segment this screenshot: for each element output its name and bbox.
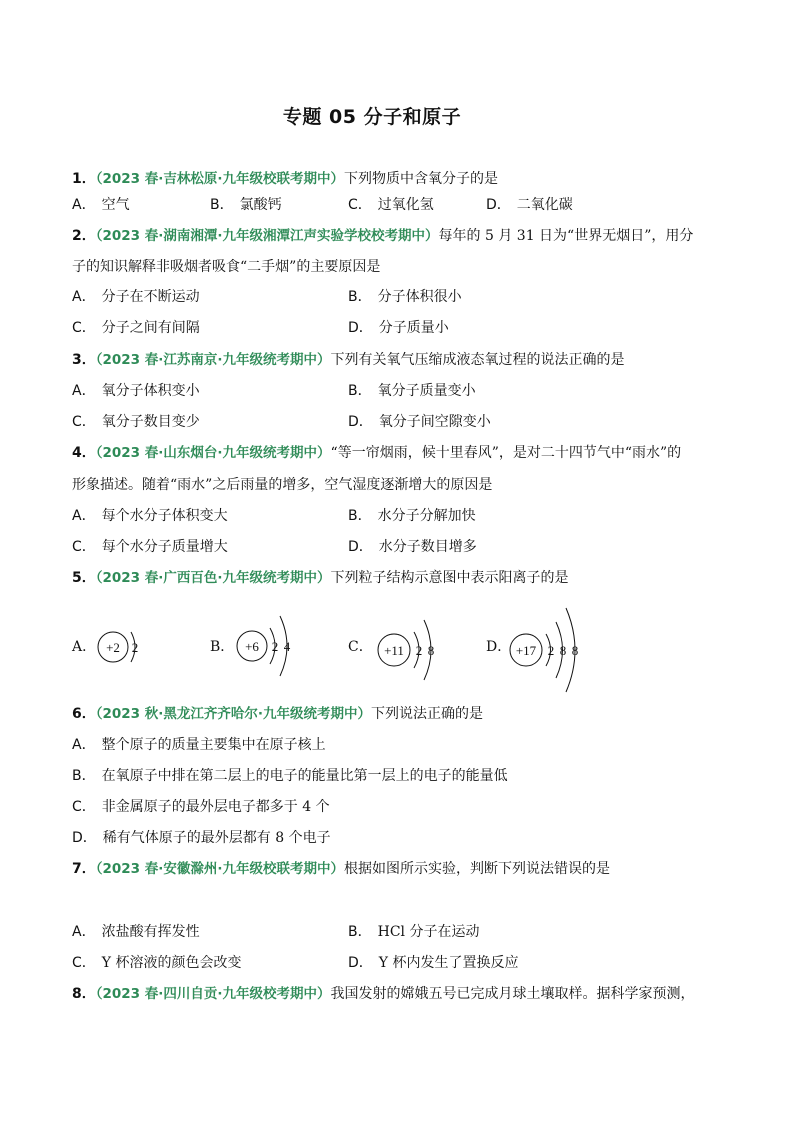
question-source: （2023 春·江苏南京·九年级统考期中） — [95, 352, 331, 368]
question-text: 我国发射的嫦娥五号已完成月球土壤取样。据科学家预测， — [330, 986, 695, 1002]
question-source: （2023 春·安徽滁州·九年级校联考期中） — [95, 861, 345, 877]
question-1-stem — [72, 169, 498, 189]
question-number: 2． — [72, 228, 96, 244]
question-source: （2023 春·山东烟台·九年级统考期中） — [95, 445, 331, 461]
option-b: B． 氧分子质量变小 — [348, 383, 476, 399]
question-text: 根据如图所示实验，判断下列说法错误的是 — [344, 861, 611, 877]
shell-electrons-1: 2 — [547, 643, 555, 658]
option-a: A． 分子在不断运动 — [72, 289, 200, 305]
shell-electrons-2: 8 — [559, 643, 567, 658]
option-d: D． 氧分子间空隙变小 — [348, 414, 491, 430]
option-d-letter: D． — [486, 639, 512, 655]
option-b: B． 在氧原子中排在第二层上的电子的能量比第一层上的电子的能量低 — [72, 768, 508, 784]
question-4-stem-cont: 形象描述。随着“雨水”之后雨量的增多，空气湿度逐渐增大的原因是 — [72, 477, 493, 493]
question-number: 6． — [72, 706, 96, 722]
option-a: A． 浓盐酸有挥发性 — [72, 924, 200, 940]
option-d: D． 分子质量小 — [348, 320, 449, 336]
question-number: 1． — [72, 171, 96, 187]
question-5-stem — [72, 568, 569, 588]
option-b: B． 水分子分解加快 — [348, 508, 476, 524]
shell-electrons-1: 2 — [271, 639, 279, 654]
atom-diagram-c — [376, 612, 446, 692]
atom-diagram-b — [234, 608, 304, 688]
shell-electrons-1: 2 — [415, 643, 423, 658]
question-number: 8． — [72, 986, 96, 1002]
option-a: A． 整个原子的质量主要集中在原子核上 — [72, 737, 326, 753]
question-source: （2023 春·湖南湘潭·九年级湘潭江声实验学校校考期中） — [95, 228, 439, 244]
option-d: D． Y 杯内发生了置换反应 — [348, 955, 519, 971]
shell-electrons-2: 4 — [283, 639, 291, 654]
question-4-stem — [72, 443, 681, 463]
option-a: A． 空气 — [72, 197, 130, 213]
question-text: “等一帘烟雨，候十里春风”，是对二十四节气中“雨水”的 — [330, 445, 682, 461]
option-c: C． 非金属原子的最外层电子都多于 4 个 — [72, 799, 330, 815]
option-c: C． 每个水分子质量增大 — [72, 539, 228, 555]
option-c-letter: C． — [348, 639, 373, 655]
question-text: 下列有关氧气压缩成液态氧过程的说法正确的是 — [330, 352, 625, 368]
question-source: （2023 秋·黑龙江齐齐哈尔·九年级统考期中） — [95, 706, 372, 722]
question-text: 下列粒子结构示意图中表示阳离子的是 — [330, 570, 569, 586]
question-3-stem — [72, 350, 625, 370]
nucleus-charge: +11 — [384, 643, 404, 658]
question-2-stem — [72, 226, 693, 246]
option-c: C． 过氧化氢 — [348, 197, 434, 213]
nucleus-charge: +6 — [245, 639, 259, 654]
option-d: D． 二氧化碳 — [486, 197, 573, 213]
question-number: 5． — [72, 570, 96, 586]
question-number: 7． — [72, 861, 96, 877]
nucleus-charge: +2 — [106, 640, 120, 655]
option-d: D． 稀有气体原子的最外层都有 8 个电子 — [72, 830, 331, 846]
question-7-stem — [72, 859, 610, 879]
question-number: 3． — [72, 352, 96, 368]
option-c: C． 分子之间有间隔 — [72, 320, 200, 336]
option-a-letter: A． — [72, 639, 97, 655]
question-source: （2023 春·四川自贡·九年级校考期中） — [95, 986, 331, 1002]
option-a: A． 每个水分子体积变大 — [72, 508, 228, 524]
option-a: A． 氧分子体积变小 — [72, 383, 200, 399]
option-b: B． HCl 分子在运动 — [348, 924, 480, 940]
question-text: 下列物质中含氧分子的是 — [344, 171, 499, 187]
question-source: （2023 春·广西百色·九年级统考期中） — [95, 570, 331, 586]
nucleus-charge: +17 — [515, 643, 537, 658]
question-text: 下列说法正确的是 — [371, 706, 484, 722]
question-8-stem — [72, 984, 695, 1004]
question-text: 每年的 5 月 31 日为“世界无烟日”，用分 — [438, 228, 694, 244]
page-title: 专题 05 分子和原子 — [282, 106, 462, 128]
option-d: D． 水分子数目增多 — [348, 539, 477, 555]
shell-electrons-1: 2 — [131, 640, 139, 655]
question-6-stem — [72, 704, 483, 724]
option-b: B． 氯酸钙 — [210, 197, 282, 213]
shell-electrons-2: 8 — [427, 643, 435, 658]
option-b: B． 分子体积很小 — [348, 289, 462, 305]
option-c: C． 氧分子数目变少 — [72, 414, 200, 430]
atom-diagram-a — [95, 620, 155, 676]
shell-electrons-3: 8 — [571, 643, 579, 658]
option-b-letter: B． — [210, 639, 235, 655]
question-number: 4． — [72, 445, 96, 461]
question-2-stem-cont: 子的知识解释非吸烟者吸食“二手烟”的主要原因是 — [72, 259, 381, 275]
option-c: C． Y 杯溶液的颜色会改变 — [72, 955, 242, 971]
atom-diagram-d — [508, 600, 592, 696]
question-source: （2023 春·吉林松原·九年级校联考期中） — [95, 171, 345, 187]
